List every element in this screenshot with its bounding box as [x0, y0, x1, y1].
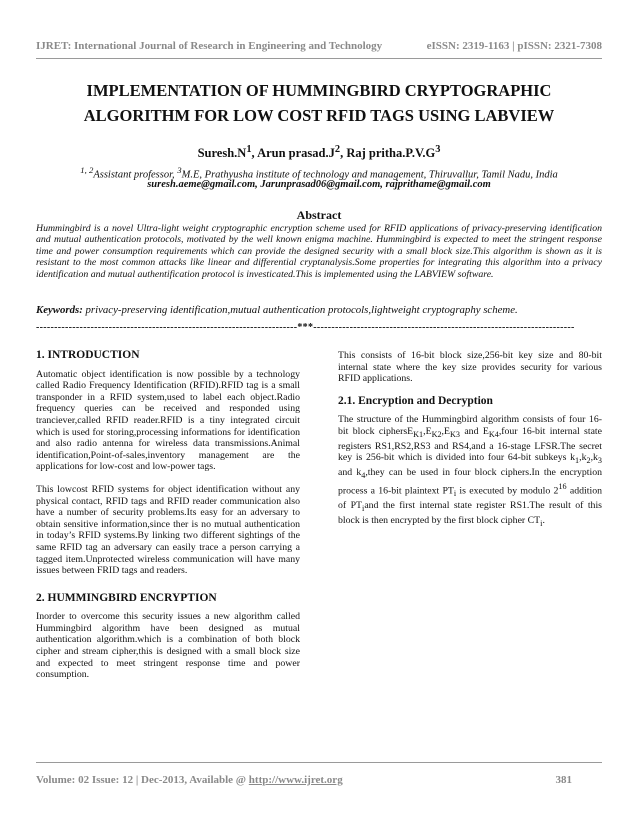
author-emails: suresh.aeme@gmail.com, Jarunprasad06@gmail.com, rajprithame@gmail.com — [147, 179, 491, 190]
section-2-paragraph-1: Inorder to overcome this security issues a new algorithm called Hummingbird algorithm have been designed as mutual authentication algorithm.which is a combination of both block cipher and stream cipher,this is designed with a small block size and expected to meet stringent response time and power consumption. — [36, 611, 300, 681]
author-1: Suresh.N — [197, 146, 247, 161]
subscript-4: 4 — [361, 470, 366, 480]
text-run: is executed by modulo 2 — [456, 485, 559, 497]
text-run: . — [542, 514, 545, 526]
subscript-1: 1 — [575, 456, 580, 466]
text-run: ,E — [423, 425, 432, 437]
affiliation-text-1: Assistant professor, — [93, 169, 178, 181]
text-run: ,k — [590, 452, 598, 464]
left-column — [36, 350, 300, 692]
author-2-sup: 2 — [334, 144, 341, 155]
section-1-paragraph-1: Automatic object identification is now possible by a technology called Radio Frequency Identification (RFID).RFID tag is a small transponder in a RFID system,used to label each object.Radio frequency queries can be received and responded using tranciever,called RFID reader.RFID is a tiny integrated circuit which is used for storing,processing informations for identification and also radio antenna for wireless data transmissions.Animal identification,Point-of-sales,inventory management are the applications for low-cost and low-power tags. — [36, 368, 300, 473]
subscript-k1: K1 — [413, 429, 424, 439]
section-2-1-paragraph — [338, 414, 602, 529]
text-run: ,four 16-bit internal state registers RS1,RS2,RS3 and RS4,and a 16-stage LFSR.The secret key is 256-bit which is divided into four 64-bit subkeys k — [338, 425, 603, 464]
author-1-sup: 1 — [246, 144, 252, 155]
title-line-1: IMPLEMENTATION OF HUMMINGBIRD CRYPTOGRAPHIC — [86, 81, 552, 100]
abstract-heading: Abstract — [296, 208, 342, 222]
subscript-i: i — [362, 503, 365, 513]
subscript-2: 2 — [586, 456, 591, 466]
affiliation-sup-1: 1, 2 — [80, 165, 94, 175]
text-run: ,k — [579, 452, 587, 464]
keywords-text: privacy-preserving identification,mutual authentication protocols,lightweight cryptography scheme. — [82, 304, 518, 316]
section-separator: ------------------------------------------------------------------------***------------------------------------------------------------------------ — [36, 322, 575, 333]
header-rule — [36, 58, 602, 59]
affiliation-text-2: M.E, Prathyusha institute of technology and management, Thiruvallur, Tamil Nadu, India — [181, 169, 558, 181]
volume-info: Volume: 02 Issue: 12 | Dec-2013, Available @ — [36, 774, 249, 786]
issn: eISSN: 2319-1163 | pISSN: 2321-7308 — [426, 40, 602, 52]
keywords — [36, 304, 602, 316]
subscript-k2: K2 — [431, 429, 442, 439]
text-run: The structure of the Hummingbird algorithm consists of four 16-bit block ciphersE — [338, 414, 602, 437]
author-list — [40, 144, 598, 161]
right-column — [338, 350, 602, 540]
text-run: ,they can be used in four block ciphers.In the encryption process a 16-bit plaintext PT — [338, 466, 602, 497]
affiliation-sup-2: 3 — [177, 165, 182, 175]
author-3: , Raj pritha.P.V.G — [340, 146, 436, 161]
subscript-i: i — [453, 489, 457, 499]
subscript-k4: K4 — [488, 429, 499, 439]
section-1-paragraph-2: This lowcost RFID systems for object identification without any physical contact, RFID tags and RFID reader communication also have a number of security problems.Its easy for an adversary to obtain sensitive information,since ther is no mutual authentication in today’s RFID systems.By linking two different sightings of the same RFID tag an adversary can easily trace a person carrying a tagged item.Unprotected wireless communication will have many issues between FRID tags and readers. — [36, 483, 300, 577]
section-2-1-heading: 2.1. Encryption and Decryption — [338, 394, 493, 407]
text-run: ,E — [441, 425, 450, 437]
keywords-label: Keywords: — [36, 304, 83, 316]
subscript-k3: K3 — [449, 429, 460, 439]
subscript-3: 3 — [597, 456, 602, 466]
running-footer — [36, 774, 602, 786]
text-run: and E — [459, 425, 489, 437]
text-run: and the first internal state register RS1.The result of this block is then encrypted by the first block cipher CT — [338, 500, 602, 526]
author-2: , Arun prasad.J — [251, 146, 335, 161]
author-3-sup: 3 — [435, 144, 441, 155]
superscript-16: 16 — [558, 482, 567, 492]
running-header — [36, 40, 602, 52]
page-number: 381 — [555, 774, 572, 786]
section-1-heading: 1. INTRODUCTION — [36, 349, 140, 361]
text-run: and k — [338, 466, 362, 478]
footer-rule — [36, 762, 602, 763]
section-2-heading: 2. HUMMINGBIRD ENCRYPTION — [36, 591, 217, 604]
abstract-body: Hummingbird is a novel Ultra-light weight cryptographic encryption scheme used for RFID applications of privacy-preserving identification and mutual authentication protocols, motivated by the well known enigma machine. Hummingbird is expected to meet the stringent response time and power consumption requirements which can provide the designed security with a small block size.This algorithm is shown as it is resistant to the most common attacks like linear and differential cryptanalysis.Some properties for integrating this algorithm into a privacy identification and mutual authentification protocol is investicated.This is implemented using the LABVIEW software. — [36, 223, 602, 280]
subscript-i: i — [540, 518, 543, 528]
journal-name: IJRET: International Journal of Research in Engineering and Technology — [36, 40, 383, 52]
paper-title — [40, 78, 598, 128]
title-line-2: ALGORITHM FOR LOW COST RFID TAGS USING LABVIEW — [83, 106, 555, 125]
journal-link[interactable]: http://www.ijret.org — [248, 774, 343, 786]
text-run: addition of PT — [338, 485, 602, 512]
section-2-paragraph-2: This consists of 16-bit block size,256-bit key size and 80-bit internal state where the key size provides security for various RFID applications. — [338, 350, 602, 385]
